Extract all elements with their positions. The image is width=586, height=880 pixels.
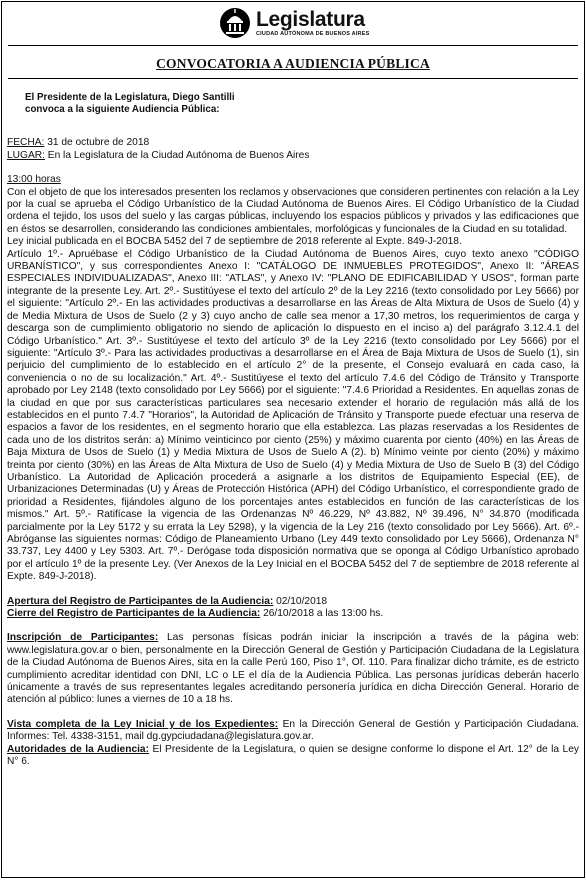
apertura-label: Apertura del Registro de Participantes de la Audiencia:: [7, 595, 274, 607]
vista-label: Vista completa de la Ley Inicial y de los Expedientes:: [7, 718, 279, 730]
title-divider: [8, 78, 578, 79]
fecha-line: [7, 137, 579, 149]
autoridades-label: Autoridades de la Audiencia:: [7, 743, 149, 755]
intro-line-1: El Presidente de la Legislatura, Diego Santilli: [25, 92, 235, 104]
articulado-paragraph: Artículo 1º.- Apruébase el Código Urbanístico de la Ciudad Autónoma de Buenos Aires, cuyo texto anexo "CÓDIGO URBANÍSTICO", y sus correspondientes Anexo I: "CATÁLOGO DE INMUEBLES PROTEGIDOS", Anexo II: "ÁREAS ESPECIALES INDIVIDUALIZADAS", Anexo III: "ATLAS", y Anexo IV: "PLANO DE EDIFICABILIDAD Y USOS", forman parte integrante de la presente Ley. Art. 2º.- Sustitúyese el texto del artículo 2º de la Ley 2216 (texto consolidado por Ley 5666) por el siguiente: "Artículo 2º.- En las actividades productivas a desarrollarse en las Áreas de Alta Mixtura de Usos de Suelo (4) y de Media Mixtura de Usos de Suelo (2 y 3) cuyo ancho de calle sea menor a 17,30 metros, los requerimientos de carga y descarga son de cumplimiento obligatorio no siendo de aplicación lo dispuesto en el inciso a) del parágrafo 3.12.4.1 del Código Urbanístico." Art. 3º.- Sustitúyese el texto del artículo 3º de la Ley 2216 (texto consolidado por Ley 5666) por el siguiente: "Artículo 3º.- Para las actividades productivas a desarrollarse en el Área de Baja Mixtura de Usos de Suelo (1), sin perjuicio del cumplimiento de lo establecido en el artículo 2° de la presente, el Consejo evaluará en cada caso, la conveniencia o no de su localización." Art. 4º.- Sustitúyese el texto del artículo 7.4.6 del Código de Tránsito y Transporte aprobado por Ley 2148 (texto consolidado por Ley 5666) por el siguiente: "7.4.6 Prioridad a Residentes. En aquellas zonas de la ciudad en que por sus características particulares sea necesario extender el horario de regulación más allá de los establecidos en el punto 7.4.7 "Horarios", la Autoridad de Aplicación de Tránsito y Transporte puede efectuar una reserva de espacios a favor de los residentes, en el segmento horario que ella establezca. Las plazas reservadas a los Residentes de cada uno de los distritos serán: a) Mínimo veinticinco por ciento (25%) y máximo cuarenta por ciento (40%) en las Áreas de Baja Mixtura de Usos de Suelo (1) y Media Mixtura de Usos de Suelo A (2). b) Mínimo veinte por ciento (20%) y máximo treinta por ciento (30%) en las Áreas de Alta Mixtura de Uso de Suelo (4) y Media Mixtura de Uso de Suelo B (3) del Código Urbanístico. La Autoridad de Aplicación procederá a asignarle a los distritos de Equipamiento Especial (EE), de Urbanizaciones Determinadas (U) y Áreas de Protección Histórica (APH) del Código Urbanístico, el correspondiente grado de prioridad a Residentes, fijándoles alguno de los porcentajes antes establecidos en función de las características de los mismos." Art. 5º.- Ratifícase la vigencia de las Ordenanzas Nº 46.229, Nº 43.882, Nº 39.496, N° 34.870 (modificada parcialmente por la Ley 5172 y su errata la Ley 5298), y la vigencia de la Ley 216 (texto consolidado por Ley 5666). Art. 6º.- Abróganse las siguientes normas: Código de Planeamiento Urbano (Ley 449 texto consolidado por Ley 5666), Ordenanza N° 33.737, Ley 4400 y Ley 5303. Art. 7º.- Derógase toda disposición normativa que se oponga al Código Urbanístico aprobado por el artículo 1º de la presente Ley. (Ver Anexos de la Ley Inicial en el BOCBA 5452 del 7 de septiembre de 2018 referente al Expte. 849-J-2018).: [7, 248, 579, 583]
intro: [25, 92, 584, 115]
apertura-line: [7, 596, 579, 608]
intro-line-2: convoca a la siguiente Audiencia Pública:: [25, 103, 220, 115]
notice-body: [2, 137, 584, 768]
lugar-value: En la Legislatura de la Ciudad Autónoma de Buenos Aires: [44, 149, 310, 161]
notice-title: CONVOCATORIA A AUDIENCIA PÚBLICA: [156, 56, 430, 71]
inscripcion-value: Las personas físicas podrán iniciar la inscripción a través de la página web: www.legislatura.gov.ar o bien, personalmente en la Dirección General de Gestión y Participación Ciudadana de la Legislatura de la Ciudad Autónoma de Buenos Aires, sita en la calle Perú 160, Piso 1°, Of. 110. Para finalizar dicho trámite, es de estricto cumplimiento acreditar identidad con DNI, LC o LE el día de la Audiencia Pública. Las personas jurídicas deberán hacerlo únicamente a través de sus representantes legales acreditando personería jurídica en dicha Dirección General. Horario de atención al público: lunes a viernes de 10 a 18 hs.: [7, 632, 579, 706]
hora: 13:00 horas: [7, 174, 61, 186]
lugar-label: LUGAR:: [7, 149, 45, 161]
cierre-label: Cierre del Registro de Participantes de la Audiencia:: [7, 608, 261, 620]
header: [2, 2, 584, 48]
header-divider: [8, 45, 578, 46]
vista-value: En la Dirección General de Gestión y Participación Ciudadana. Informes: Tel. 4338-3151, mail dg.gypciudadana@legislatura.gov.ar.: [7, 718, 579, 743]
autoridades-value: El Presidente de la Legislatura, o quien se designe conforme lo dispone el Art. 12° de la Ley N° 6.: [7, 743, 579, 768]
autoridades-paragraph: [7, 744, 579, 769]
lugar-line: [7, 150, 579, 162]
legislatura-logo: [220, 7, 369, 39]
cierre-value: 26/10/2018 a las 13:00 hs.: [260, 608, 384, 620]
cierre-line: [7, 608, 579, 620]
inscripcion-label: Inscripción de Participantes:: [7, 632, 159, 644]
logo-name: Legislatura: [256, 7, 365, 31]
inscripcion-paragraph: [7, 632, 579, 706]
legislature-building-icon: [220, 7, 250, 39]
apertura-value: 02/10/2018: [273, 595, 328, 607]
ley-inicial-paragraph: Ley inicial publicada en el BOCBA 5452 del 7 de septiembre de 2018 referente al Expte. 849-J-2018.: [7, 236, 462, 248]
vista-paragraph: [7, 719, 579, 744]
objeto-paragraph: Con el objeto de que los interesados presenten los reclamos y observaciones que consideren pertinentes con relación a la Ley por la cual se aprueba el Código Urbanístico de la Ciudad Autónoma de Buenos Aires. El Código Urbanístico de la Ciudad ordena el tejido, los usos del suelo y las cargas públicas, incluyendo los espacios públicos y privados y las edificaciones que en éstos se desarrollen, considerando las condiciones ambientales, morfológicas y funcionales de la Ciudad en su totalidad.: [7, 186, 579, 235]
notice-page: [1, 1, 585, 878]
fecha-value: 31 de octubre de 2018: [44, 137, 150, 149]
fecha-label: FECHA:: [7, 137, 45, 149]
logo-subtitle: CIUDAD AUTÓNOMA DE BUENOS AIRES: [256, 30, 370, 37]
